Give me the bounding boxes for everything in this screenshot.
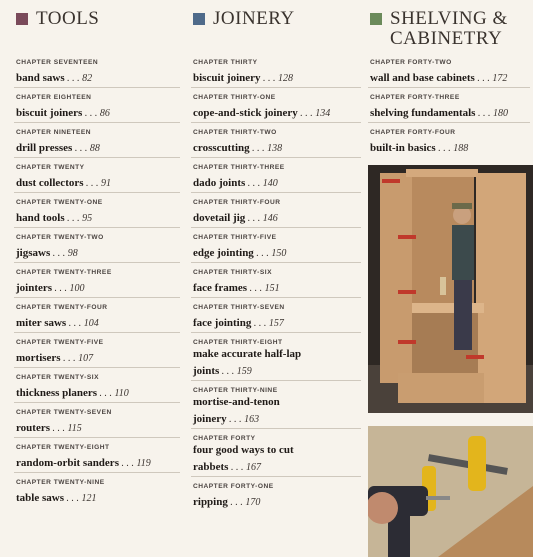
chapter-label: CHAPTER TWENTY-SEVEN: [16, 409, 112, 416]
toc-entry[interactable]: [191, 381, 361, 429]
chapter-label: CHAPTER THIRTY: [193, 59, 258, 66]
dot-leader: . . .: [219, 366, 237, 377]
page-number: 121: [81, 493, 97, 504]
dot-leader: . . .: [227, 497, 246, 508]
page-number: 95: [82, 213, 93, 224]
shelving-entries: [368, 53, 530, 157]
tools-column: [14, 0, 180, 507]
page-number: 107: [78, 353, 94, 364]
topic-title: dust collectors: [16, 177, 84, 189]
toc-entry[interactable]: [191, 123, 361, 158]
topic-title: band saws: [16, 72, 65, 84]
chapter-label: CHAPTER EIGHTEEN: [16, 94, 92, 101]
clamp-5: [466, 355, 484, 359]
cabinet-side-left: [380, 173, 412, 383]
page-number: 91: [101, 178, 112, 189]
toc-entry[interactable]: [368, 53, 530, 88]
chapter-label: CHAPTER THIRTY-NINE: [193, 387, 278, 394]
chapter-label: CHAPTER TWENTY-FOUR: [16, 304, 108, 311]
cabinet-top: [406, 169, 478, 177]
dot-leader: . . .: [260, 73, 279, 84]
page-number: 98: [67, 248, 78, 259]
page-number: 128: [278, 73, 294, 84]
dot-leader: . . .: [253, 248, 272, 259]
topic-title-cont: joinery: [193, 413, 227, 425]
topic-title: jointers: [16, 282, 53, 294]
page-number: 115: [67, 423, 82, 434]
dot-leader: . . .: [60, 353, 79, 364]
toc-entry[interactable]: [14, 263, 180, 298]
clamping-illustration: [368, 426, 533, 557]
dot-leader: . . .: [50, 423, 68, 434]
page-number: 104: [83, 318, 99, 329]
toc-entry[interactable]: [14, 368, 180, 403]
worker-legs: [454, 280, 472, 350]
toc-entry[interactable]: [14, 403, 180, 438]
clamp-2: [398, 235, 416, 239]
dot-leader: . . .: [118, 458, 137, 469]
topic-title-cont: rabbets: [193, 461, 229, 473]
chapter-label: CHAPTER FORTY-THREE: [370, 94, 460, 101]
drill-bit: [426, 496, 450, 500]
cabinet-base: [398, 373, 484, 403]
clamping-photo: [368, 426, 533, 557]
toc-entry[interactable]: [14, 158, 180, 193]
topic-title-cont: joints: [193, 365, 220, 377]
chapter-label: CHAPTER TWENTY-TWO: [16, 234, 104, 241]
page-number: 82: [82, 73, 93, 84]
topic-title: edge jointing: [193, 247, 254, 259]
shelving-square-icon: [370, 13, 382, 25]
toc-entry[interactable]: [14, 53, 180, 88]
clamp-4: [398, 340, 416, 344]
tools-square-icon: [16, 13, 28, 25]
dot-leader: . . .: [245, 213, 263, 224]
topic-title: thickness planers: [16, 387, 97, 399]
shelving-column: [368, 0, 530, 157]
toc-entry[interactable]: [14, 193, 180, 228]
chapter-label: CHAPTER FORTY: [193, 435, 256, 442]
clamp-handle: [468, 436, 486, 491]
dot-leader: . . .: [435, 143, 454, 154]
topic-title: mortisers: [16, 352, 61, 364]
topic-title: built-in basics: [370, 142, 436, 154]
page-number: 146: [262, 213, 278, 224]
dot-leader: . . .: [82, 108, 100, 119]
topic-title: face jointing: [193, 317, 252, 329]
chapter-label: CHAPTER THIRTY-FOUR: [193, 199, 281, 206]
cabinet-side-right: [476, 173, 526, 403]
page-number: 119: [136, 458, 151, 469]
dot-leader: . . .: [474, 73, 493, 84]
chapter-label: CHAPTER TWENTY-EIGHT: [16, 444, 110, 451]
toc-entry[interactable]: [368, 88, 530, 123]
page-number: 170: [245, 497, 261, 508]
dot-leader: . . .: [297, 108, 316, 119]
topic-title: biscuit joiners: [16, 107, 83, 119]
cabinet-photo: [368, 165, 533, 413]
chapter-label: CHAPTER TWENTY-ONE: [16, 199, 103, 206]
page-number: 163: [244, 414, 260, 425]
chapter-label: CHAPTER THIRTY-EIGHT: [193, 339, 283, 346]
topic-title: biscuit joinery: [193, 72, 261, 84]
shelving-header: [368, 9, 530, 53]
chapter-label: CHAPTER NINETEEN: [16, 129, 92, 136]
page-number: 134: [315, 108, 331, 119]
dot-leader: . . .: [251, 318, 269, 329]
chapter-label: CHAPTER THIRTY-SIX: [193, 269, 272, 276]
topic-title: make accurate half-lap: [193, 348, 302, 360]
topic-title: shelving fundamentals: [370, 107, 476, 119]
chapter-label: CHAPTER THIRTY-TWO: [193, 129, 277, 136]
dot-leader: . . .: [50, 248, 68, 259]
toc-entry[interactable]: [14, 473, 180, 507]
worker-cap: [452, 203, 472, 209]
tools-header: [14, 9, 180, 53]
topic-title: table saws: [16, 492, 64, 504]
dot-leader: . . .: [52, 283, 70, 294]
toc-entry[interactable]: [191, 193, 361, 228]
dot-leader: . . .: [475, 108, 493, 119]
topic-title: four good ways to cut: [193, 444, 294, 456]
dot-leader: . . .: [72, 143, 90, 154]
topic-title: random-orbit sanders: [16, 457, 119, 469]
topic-title: miter saws: [16, 317, 67, 329]
dot-leader: . . .: [226, 414, 245, 425]
chapter-label: CHAPTER THIRTY-FIVE: [193, 234, 277, 241]
topic-title: ripping: [193, 496, 228, 508]
chapter-label: CHAPTER TWENTY-FIVE: [16, 339, 104, 346]
tools-entries: [14, 53, 180, 507]
chapter-label: CHAPTER FORTY-TWO: [370, 59, 452, 66]
dot-leader: . . .: [63, 493, 82, 504]
page-number: 100: [69, 283, 85, 294]
tools-title: TOOLS: [36, 8, 100, 29]
page-number: 180: [492, 108, 508, 119]
page-number: 86: [99, 108, 110, 119]
page-number: 157: [268, 318, 284, 329]
joinery-entries: [191, 53, 361, 511]
shelving-title-line2: CABINETRY: [390, 28, 503, 49]
page-number: 172: [492, 73, 508, 84]
topic-title: wall and base cabinets: [370, 72, 475, 84]
toc-entry[interactable]: [191, 477, 361, 511]
page-number: 167: [245, 462, 261, 473]
dot-leader: . . .: [228, 462, 246, 473]
topic-title: cope-and-stick joinery: [193, 107, 298, 119]
chapter-label: CHAPTER THIRTY-ONE: [193, 94, 276, 101]
toc-entry[interactable]: [191, 53, 361, 88]
toc-entry[interactable]: [14, 438, 180, 473]
page-number: 88: [89, 143, 100, 154]
clamp-1: [382, 179, 400, 183]
topic-title: face frames: [193, 282, 248, 294]
page-number: 151: [264, 283, 280, 294]
worker-torso: [452, 225, 474, 280]
toc-entry[interactable]: [14, 123, 180, 158]
topic-title: dado joints: [193, 177, 246, 189]
toc-entry[interactable]: [14, 228, 180, 263]
chapter-label: CHAPTER THIRTY-THREE: [193, 164, 285, 171]
page-number: 138: [267, 143, 283, 154]
chapter-label: CHAPTER FORTY-ONE: [193, 483, 274, 490]
joinery-header: [191, 9, 361, 53]
chapter-label: CHAPTER TWENTY-NINE: [16, 479, 105, 486]
toc-entry[interactable]: [14, 298, 180, 333]
toc-entry[interactable]: [191, 88, 361, 123]
shelving-title: [390, 9, 508, 49]
toc-entry[interactable]: [368, 123, 530, 157]
cabinet-shelf: [412, 303, 484, 313]
toc-entry[interactable]: [191, 158, 361, 193]
page-number: 159: [236, 366, 252, 377]
page-number: 188: [453, 143, 469, 154]
joinery-column: [191, 0, 361, 511]
dot-leader: . . .: [97, 388, 115, 399]
joinery-title: JOINERY: [213, 8, 295, 29]
topic-title: mortise-and-tenon: [193, 396, 280, 408]
toc-entry[interactable]: [191, 429, 361, 477]
chapter-label: CHAPTER TWENTY: [16, 164, 85, 171]
topic-title: crosscutting: [193, 142, 250, 154]
toc-entry[interactable]: [191, 298, 361, 333]
bottle: [440, 277, 446, 295]
page-number: 110: [114, 388, 129, 399]
page-number: 150: [271, 248, 287, 259]
page-number: 140: [262, 178, 278, 189]
dot-leader: . . .: [245, 178, 263, 189]
toc-entry[interactable]: [191, 333, 361, 381]
chapter-label: CHAPTER THIRTY-SEVEN: [193, 304, 285, 311]
topic-title: drill presses: [16, 142, 73, 154]
cabinet-illustration: [368, 165, 533, 413]
joinery-square-icon: [193, 13, 205, 25]
chapter-label: CHAPTER FORTY-FOUR: [370, 129, 456, 136]
dot-leader: . . .: [64, 73, 83, 84]
dot-leader: . . .: [247, 283, 265, 294]
clamp-3: [398, 290, 416, 294]
topic-title: routers: [16, 422, 51, 434]
toc-entry[interactable]: [14, 88, 180, 123]
dot-leader: . . .: [66, 318, 84, 329]
dot-leader: . . .: [249, 143, 268, 154]
chapter-label: CHAPTER TWENTY-SIX: [16, 374, 99, 381]
topic-title: dovetail jig: [193, 212, 246, 224]
dot-leader: . . .: [64, 213, 83, 224]
toc-entry[interactable]: [191, 263, 361, 298]
topic-title: jigsaws: [16, 247, 51, 259]
chapter-label: CHAPTER SEVENTEEN: [16, 59, 99, 66]
chapter-label: CHAPTER TWENTY-THREE: [16, 269, 112, 276]
toc-entry[interactable]: [191, 228, 361, 263]
shelving-title-line1: SHELVING &: [390, 8, 508, 29]
dot-leader: . . .: [83, 178, 102, 189]
topic-title: hand tools: [16, 212, 65, 224]
toc-entry[interactable]: [14, 333, 180, 368]
